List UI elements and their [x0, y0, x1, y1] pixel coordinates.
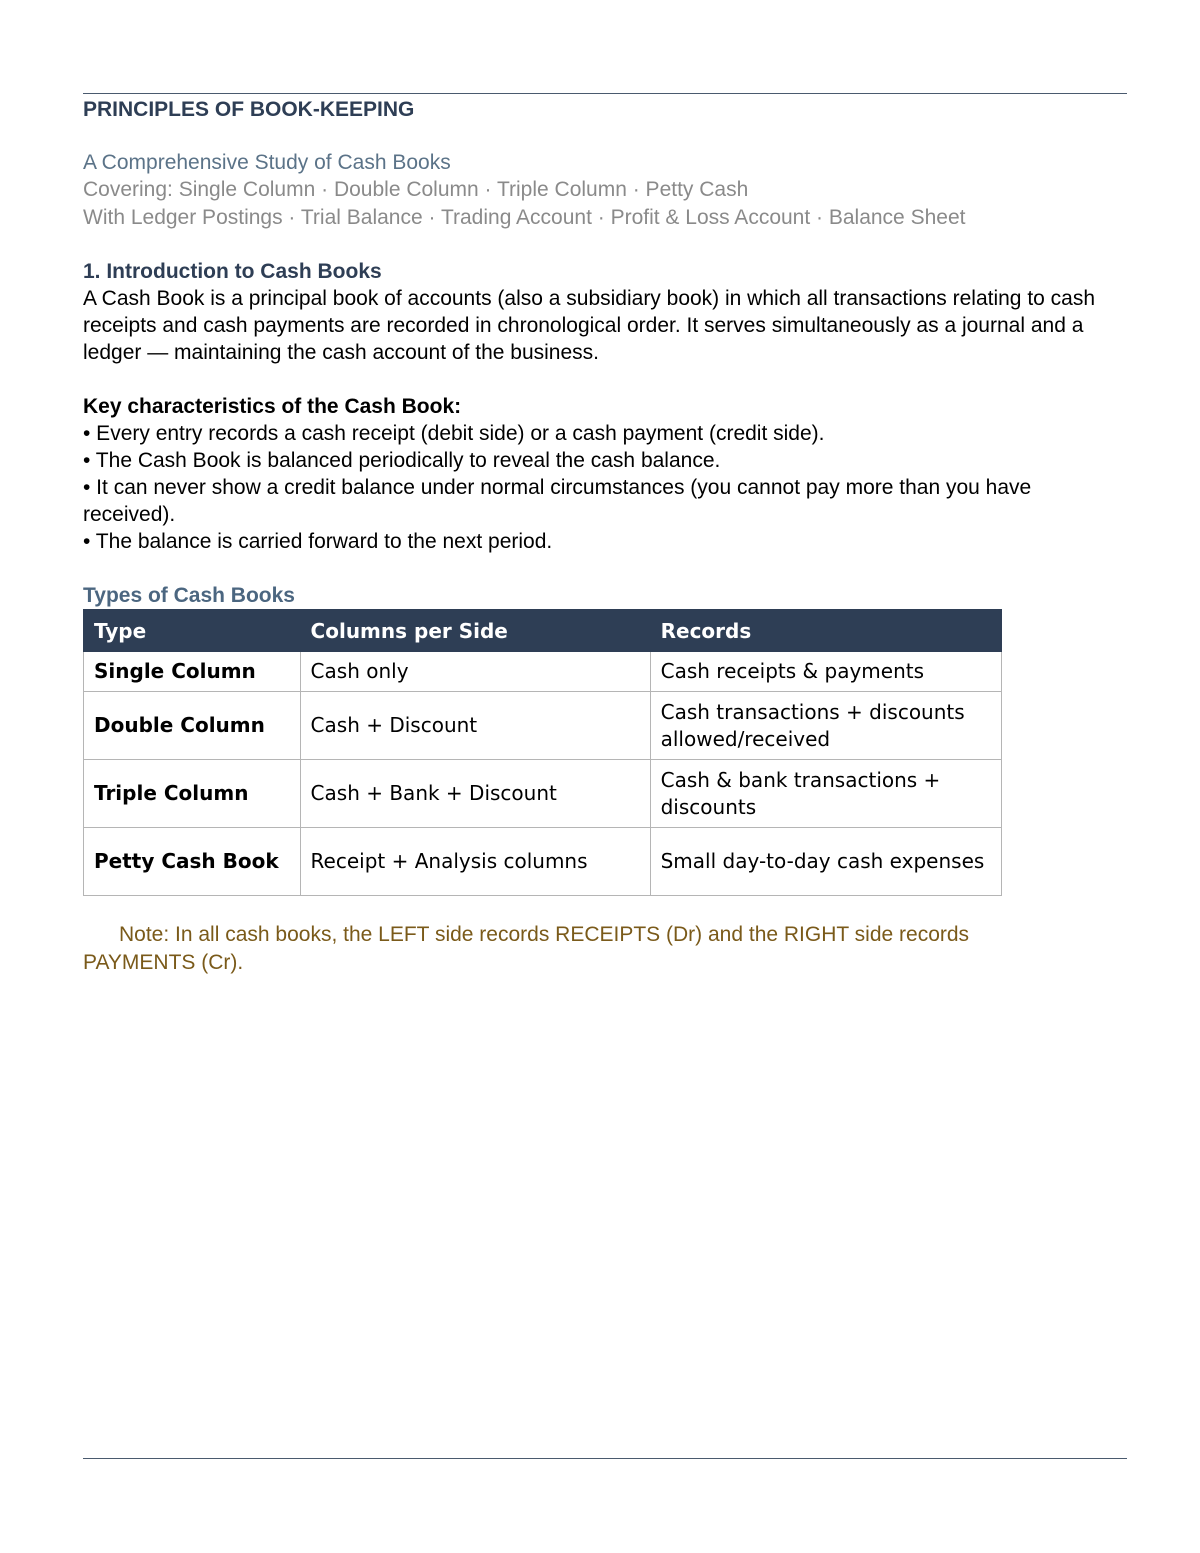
types-table-heading: Types of Cash Books — [83, 584, 295, 607]
cell-records: Cash transactions + discounts allowed/received — [650, 692, 1001, 760]
header-type: Type — [84, 610, 301, 652]
note-text: Note: In all cash books, the LEFT side records RECEIPTS (Dr) and the RIGHT side records PAYMENTS (Cr). — [83, 923, 970, 974]
table-row — [84, 652, 1002, 692]
table-header-row — [84, 610, 1002, 652]
cell-records: Cash receipts & payments — [650, 652, 1001, 692]
key-characteristics-list — [83, 420, 1113, 555]
table-row — [84, 760, 1002, 828]
cell-columns: Cash only — [300, 652, 650, 692]
covering-line-2: With Ledger Postings · Trial Balance · Trading Account · Profit & Loss Account · Balance Sheet — [83, 205, 966, 229]
header-records: Records — [650, 610, 1001, 652]
document-subtitle: A Comprehensive Study of Cash Books — [83, 151, 451, 174]
cell-columns: Cash + Bank + Discount — [300, 760, 650, 828]
list-item: • The Cash Book is balanced periodically to reveal the cash balance. — [83, 449, 721, 472]
list-item: • Every entry records a cash receipt (debit side) or a cash payment (credit side). — [83, 422, 825, 445]
header-columns-per-side: Columns per Side — [300, 610, 650, 652]
section-heading-introduction: 1. Introduction to Cash Books — [83, 260, 382, 283]
cell-records: Cash & bank transactions + discounts — [650, 760, 1001, 828]
bottom-rule — [83, 1458, 1127, 1459]
document-title: PRINCIPLES OF BOOK-KEEPING — [83, 98, 415, 121]
cell-type: Double Column — [84, 692, 301, 760]
cell-columns: Cash + Discount — [300, 692, 650, 760]
top-rule — [83, 93, 1127, 94]
introduction-paragraph: A Cash Book is a principal book of accounts (also a subsidiary book) in which all transactions relating to cash receipts and cash payments are recorded in chronological order. It serves simultaneously as a journal and a ledger — maintaining the cash account of the business. — [83, 287, 1096, 364]
document-body — [83, 96, 1113, 977]
list-item: • It can never show a credit balance under normal circumstances (you cannot pay more than you have received). — [83, 476, 1032, 526]
table-row — [84, 692, 1002, 760]
covering-line-1: Covering: Single Column · Double Column · Triple Column · Petty Cash — [83, 178, 749, 201]
table-row — [84, 828, 1002, 896]
types-of-cash-books-table — [83, 609, 1002, 896]
list-item: • The balance is carried forward to the next period. — [83, 530, 553, 553]
cell-type: Triple Column — [84, 760, 301, 828]
cell-records: Small day-to-day cash expenses — [650, 828, 1001, 896]
cell-columns: Receipt + Analysis columns — [300, 828, 650, 896]
cell-type: Petty Cash Book — [84, 828, 301, 896]
cell-type: Single Column — [84, 652, 301, 692]
key-characteristics-heading: Key characteristics of the Cash Book: — [83, 395, 462, 418]
